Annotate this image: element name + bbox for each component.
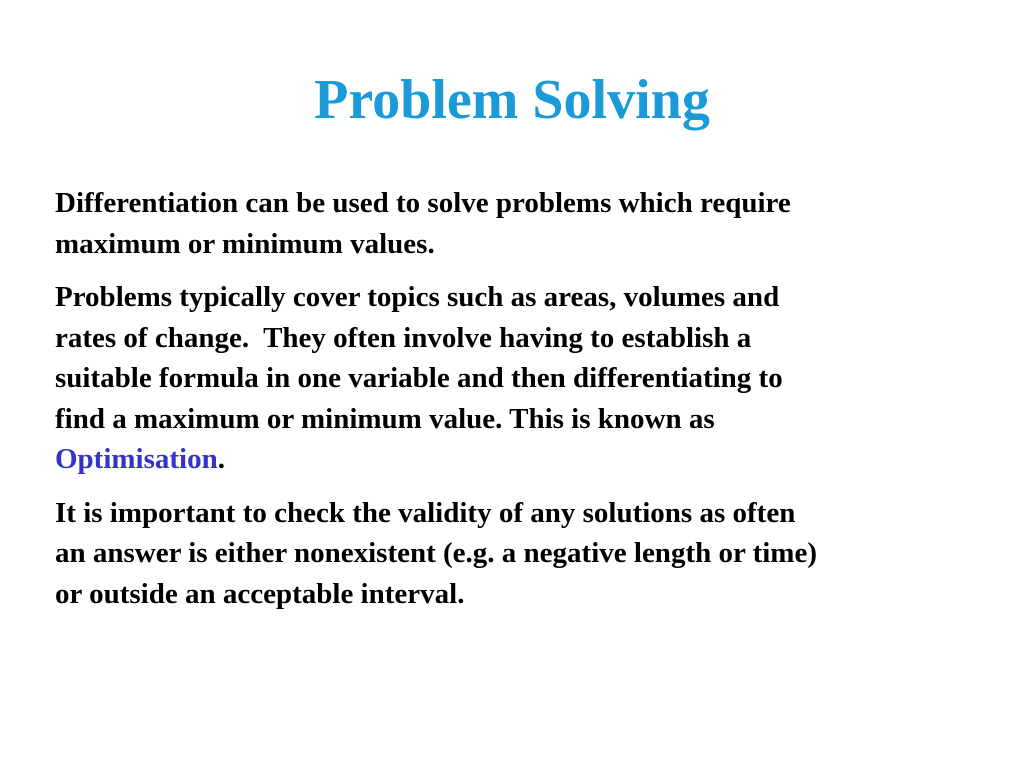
paragraph-line: Differentiation can be used to solve problems which require	[55, 187, 791, 219]
paragraph-line: rates of change. They often involve having to establish a	[55, 321, 752, 354]
paragraph-line: find a maximum or minimum value. This is known as	[55, 402, 715, 435]
paragraph-line: or outside an acceptable interval.	[55, 577, 465, 610]
paragraph-problems	[55, 277, 975, 480]
slide-body	[55, 183, 975, 627]
sentence-period: .	[217, 443, 225, 475]
paragraph-line: an answer is either nonexistent (e.g. a negative length or time)	[55, 537, 817, 569]
paragraph-differentiation	[55, 183, 975, 264]
paragraph-line: It is important to check the validity of any solutions as often	[55, 496, 796, 529]
paragraph-line: suitable formula in one variable and then differentiating to	[55, 362, 783, 394]
paragraph-validity	[55, 493, 975, 615]
paragraph-line: Problems typically cover topics such as areas, volumes and	[55, 281, 780, 313]
paragraph-line: maximum or minimum values.	[55, 227, 435, 260]
slide-title: Problem Solving	[314, 69, 710, 131]
optimisation-term: Optimisation	[55, 443, 218, 475]
